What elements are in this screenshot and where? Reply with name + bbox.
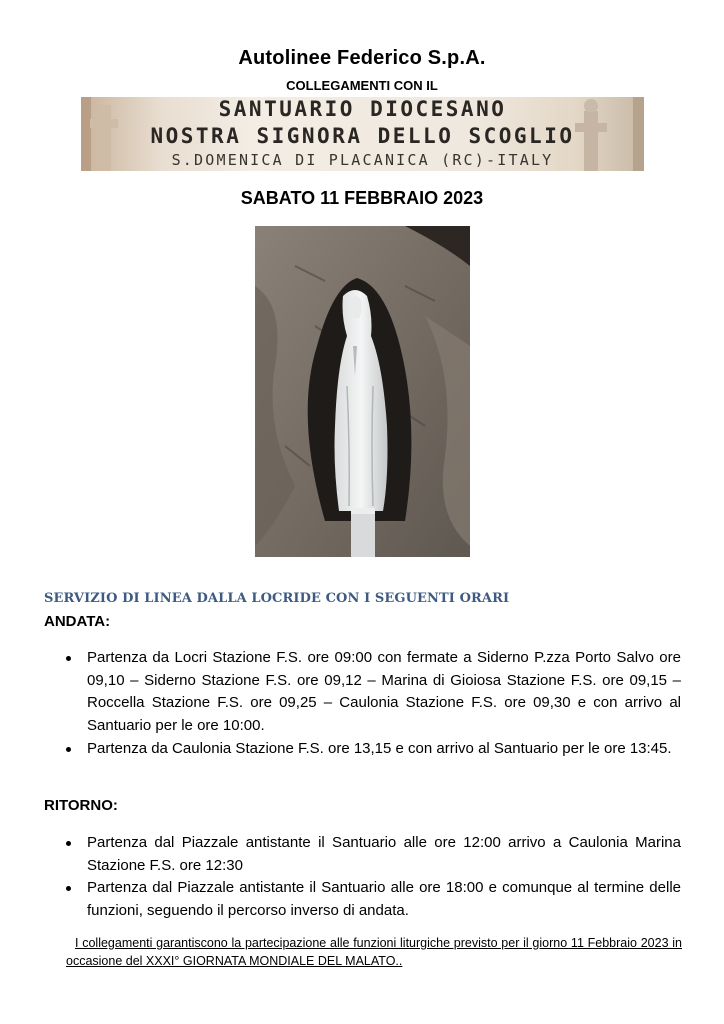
bullet-dot-icon <box>66 747 71 752</box>
list-item <box>64 738 681 761</box>
list-item-text: Partenza da Locri Stazione F.S. ore 09:00 con fermate a Siderno P.zza Porto Salvo ore 09,10 – Siderno Stazione F.S. ore 09,12 – Marina di Gioiosa Stazione F.S. ore 09,15 – Roccella Stazione F.S. ore 09,25 – Caulonia Stazione F.S. ore 09,30 e con arrivo al Santuario per le ore 10:00. <box>87 649 681 735</box>
statue-grotto-image <box>255 226 470 557</box>
ritorno-heading: RITORNO: <box>44 797 118 814</box>
banner-line-1: SANTUARIO DIOCESANO <box>218 97 507 121</box>
madonna-statue-photo <box>255 226 470 557</box>
list-item <box>64 877 681 922</box>
andata-list <box>64 647 681 761</box>
company-title: Autolinee Federico S.p.A. <box>238 47 486 69</box>
list-item-text: Partenza dal Piazzale antistante il Santuario alle ore 18:00 e comunque al termine delle funzioni, seguendo il percorso inverso di andata. <box>87 879 681 920</box>
bullet-dot-icon <box>66 886 71 891</box>
banner-line-2: NOSTRA SIGNORA DELLO SCOGLIO <box>150 124 575 148</box>
list-item <box>64 647 681 738</box>
banner-line-3: S.DOMENICA DI PLACANICA (RC)-ITALY <box>171 151 554 169</box>
bullet-dot-icon <box>66 841 71 846</box>
event-date: SABATO 11 FEBBRAIO 2023 <box>240 188 484 208</box>
list-item <box>64 832 681 877</box>
ritorno-list <box>64 832 681 923</box>
sanctuary-banner <box>81 97 644 171</box>
list-item-text: Partenza dal Piazzale antistante il Santuario alle ore 12:00 arrivo a Caulonia Marina Stazione F.S. ore 12:30 <box>87 834 681 874</box>
list-item-text: Partenza da Caulonia Stazione F.S. ore 13,15 e con arrivo al Santuario per le ore 13:45. <box>87 739 672 757</box>
andata-heading: ANDATA: <box>44 613 111 630</box>
connections-subtitle: COLLEGAMENTI CON IL <box>286 78 438 93</box>
footer-note: I collegamenti garantiscono la partecipazione alle funzioni liturgiche previsto per il giorno 11 Febbraio 2023 in occasione del XXXI° GIORNATA MONDIALE DEL MALATO.. <box>66 936 682 968</box>
bullet-dot-icon <box>66 656 71 661</box>
service-heading: SERVIZIO DI LINEA DALLA LOCRIDE CON I SEGUENTI ORARI <box>44 591 510 606</box>
